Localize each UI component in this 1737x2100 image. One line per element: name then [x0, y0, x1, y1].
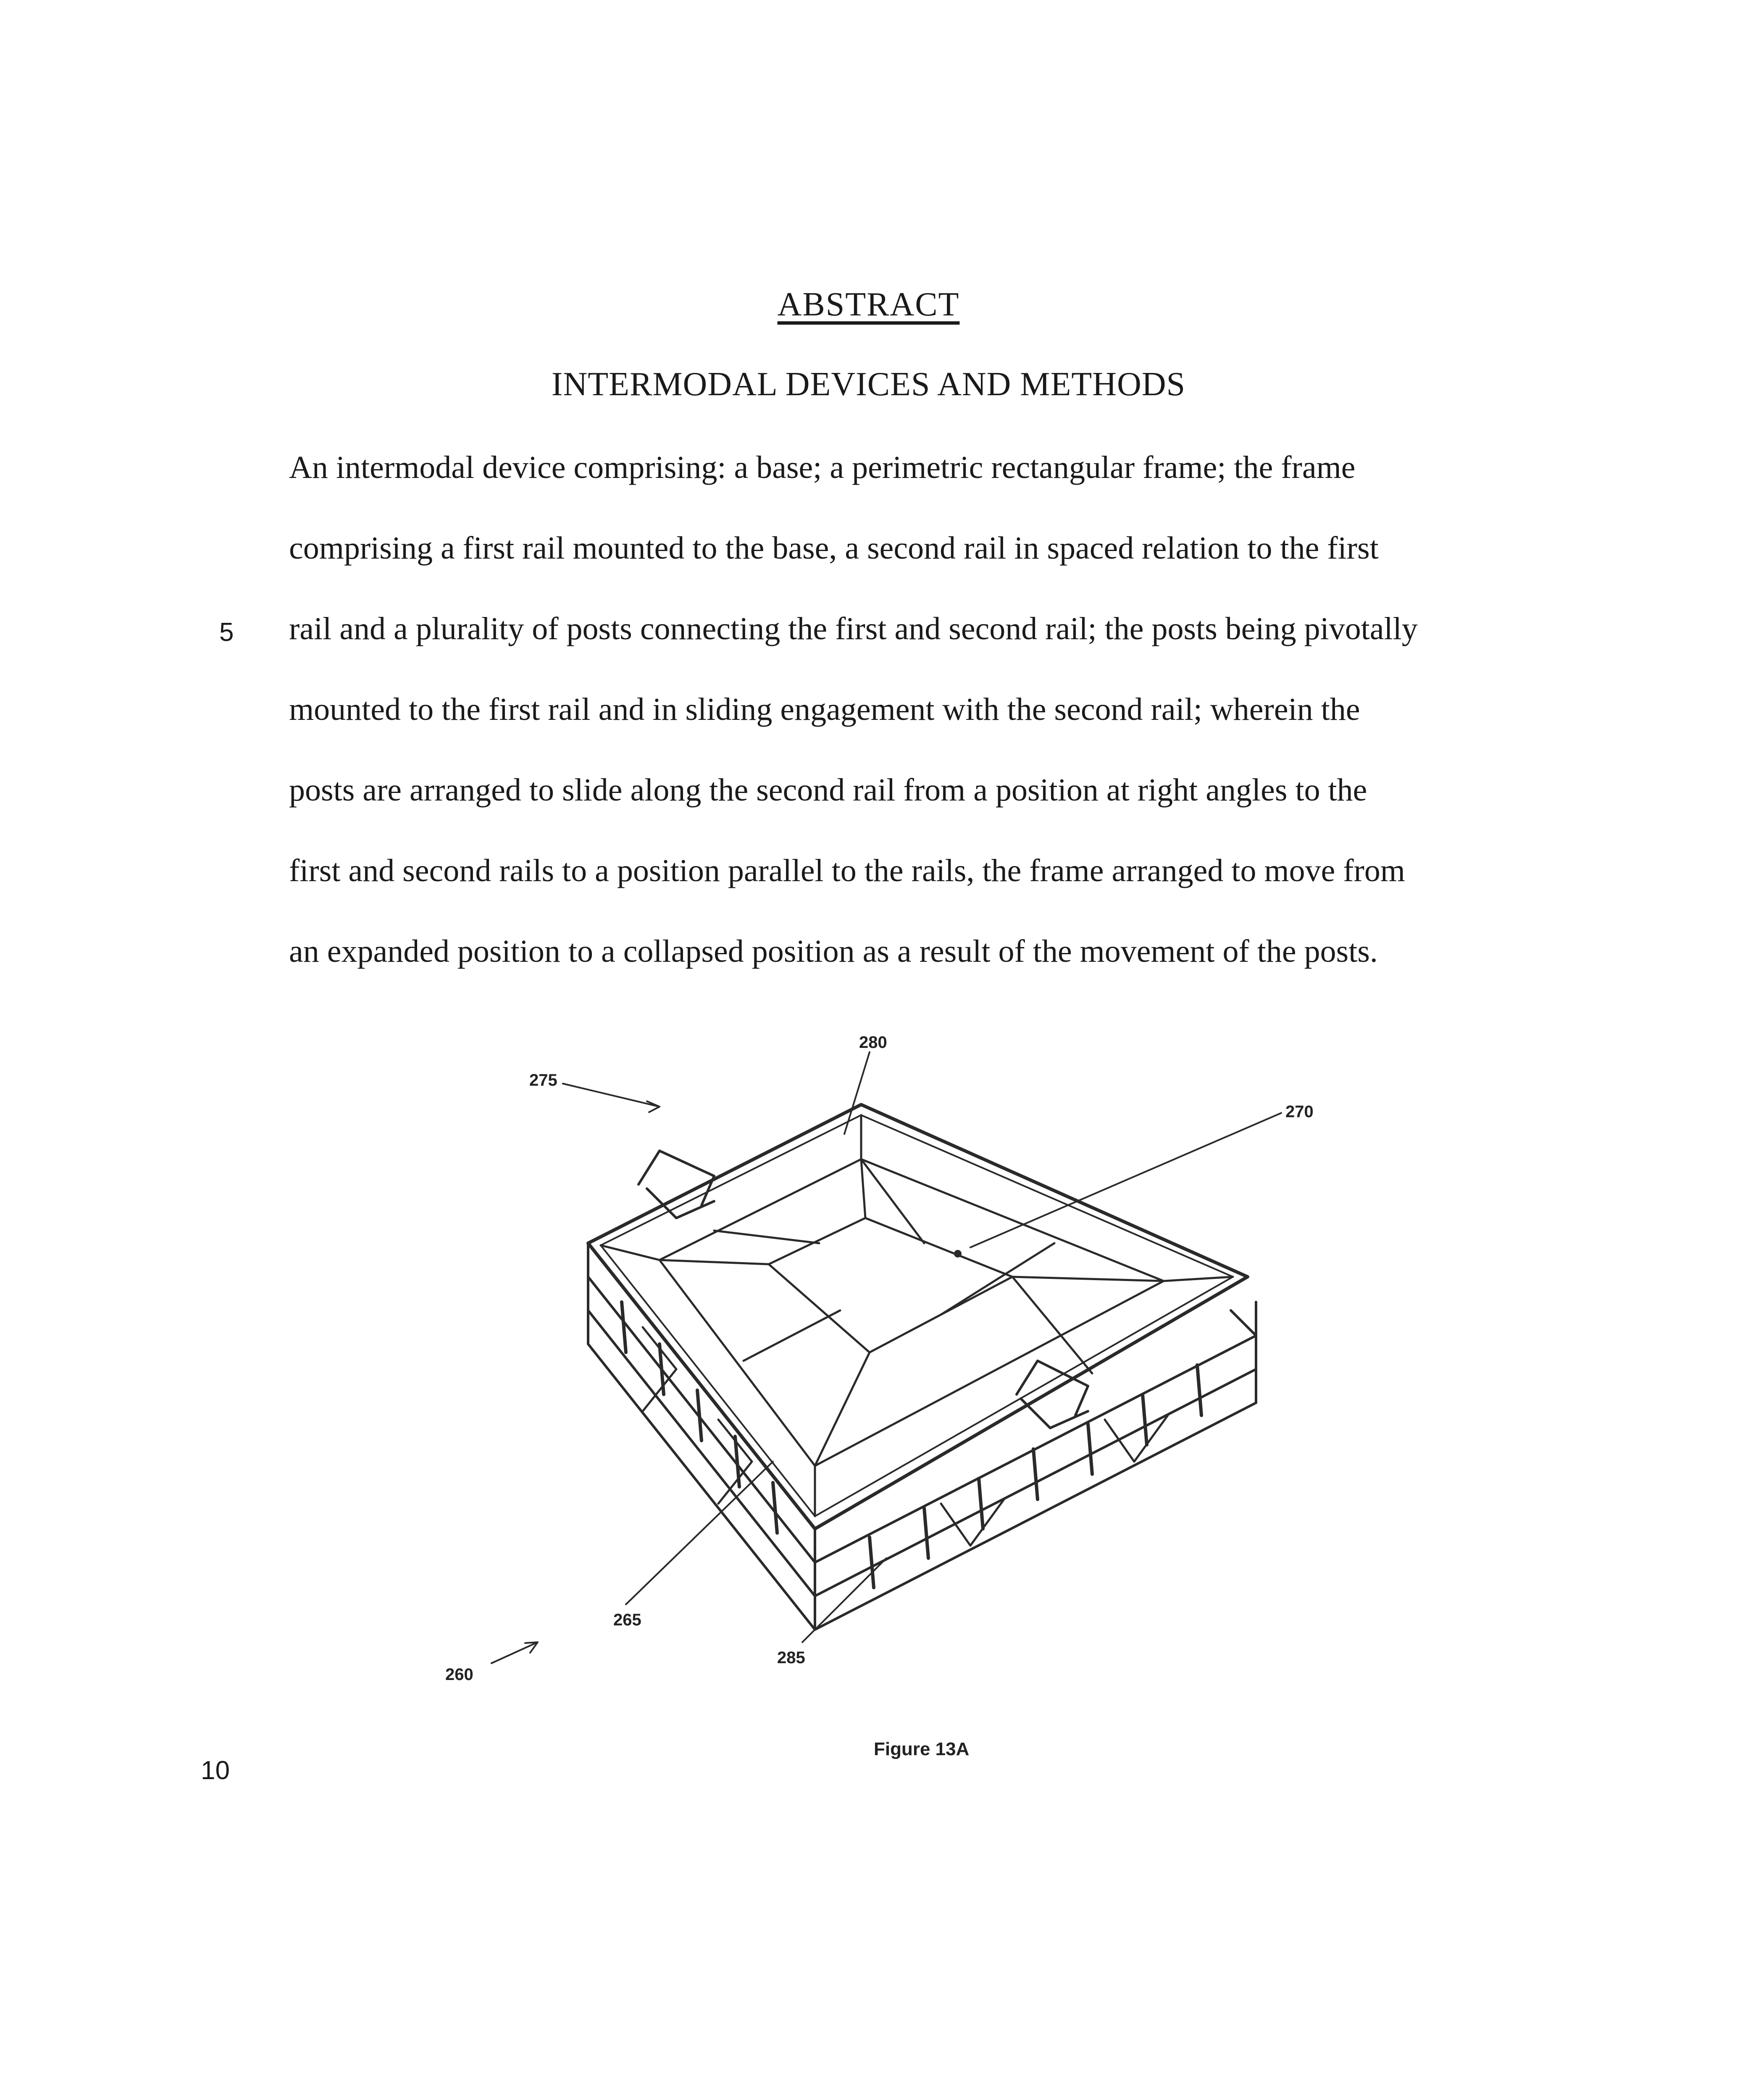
abstract-line-7: an expanded position to a collapsed position as a result of the movement of the posts. — [289, 934, 1378, 969]
figure-13a — [424, 1008, 1361, 1722]
label-285: 285 — [777, 1648, 805, 1667]
abstract-line-6: first and second rails to a position parallel to the rails, the frame arranged to move from — [289, 853, 1406, 888]
abstract-line-5: posts are arranged to slide along the second rail from a position at right angles to the — [289, 772, 1367, 808]
label-260: 260 — [445, 1665, 473, 1684]
line-number-5: 5 — [219, 618, 234, 647]
intermodal-device-drawing — [424, 1008, 1361, 1722]
label-280: 280 — [859, 1033, 887, 1052]
label-270: 270 — [1285, 1102, 1314, 1121]
abstract-line-2: comprising a first rail mounted to the base, a second rail in spaced relation to the first — [289, 530, 1379, 566]
document-title: INTERMODAL DEVICES AND METHODS — [551, 366, 1186, 403]
label-275: 275 — [529, 1071, 557, 1089]
label-265: 265 — [613, 1611, 641, 1629]
abstract-line-4: mounted to the first rail and in sliding engagement with the second rail; wherein the — [289, 692, 1360, 727]
abstract-line-3: rail and a plurality of posts connecting the first and second rail; the posts being pivotally — [289, 611, 1418, 646]
line-number-10: 10 — [201, 1756, 230, 1785]
center-point-marker — [954, 1250, 962, 1257]
abstract-line-1: An intermodal device comprising: a base; a perimetric rectangular frame; the frame — [289, 450, 1356, 485]
figure-caption: Figure 13A — [874, 1739, 970, 1759]
abstract-heading: ABSTRACT — [777, 286, 960, 323]
